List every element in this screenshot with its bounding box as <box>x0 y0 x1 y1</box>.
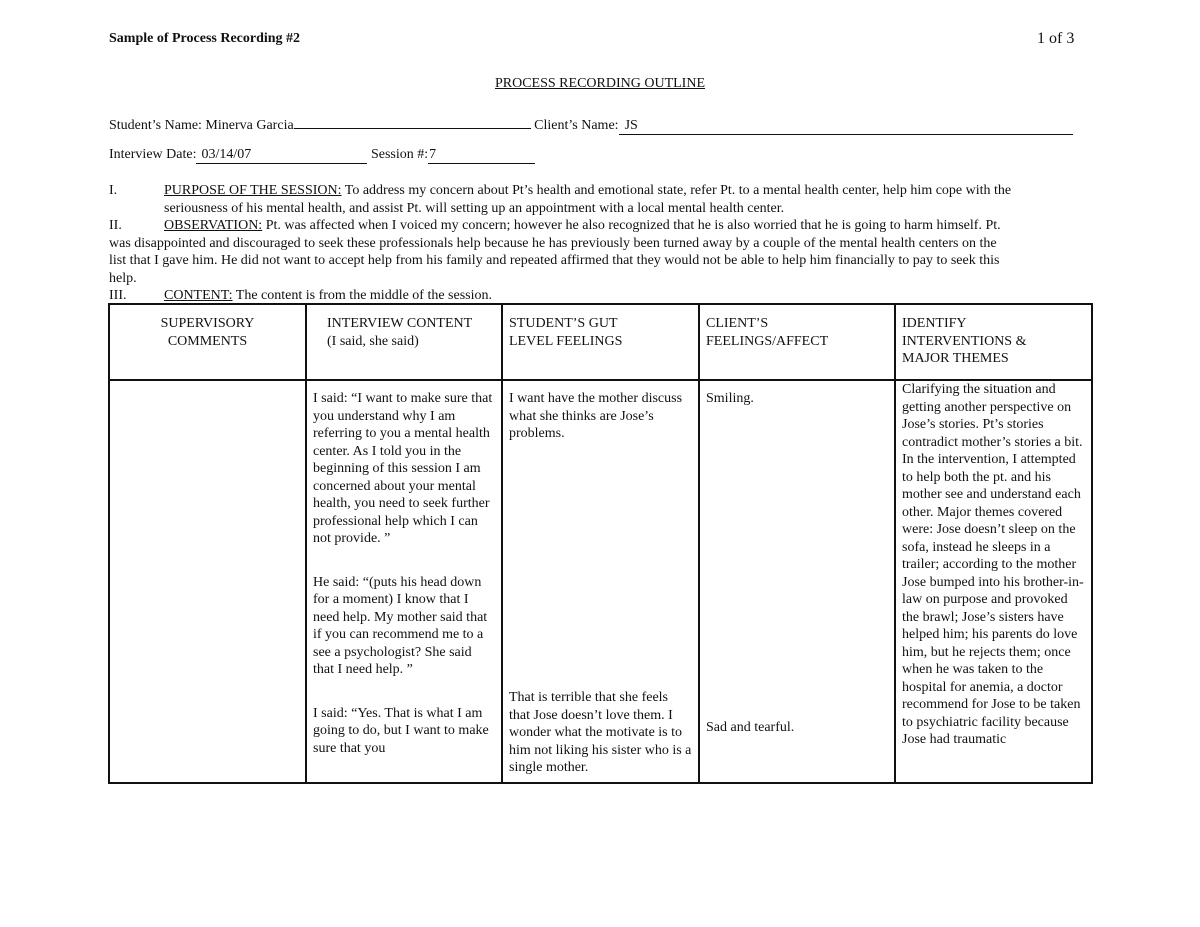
page-indicator: 1 of 3 <box>1037 30 1075 47</box>
table-row <box>109 380 1092 783</box>
purpose-text-line2: seriousness of his mental health, and assist Pt. will setting up an appointment with a local mental health center. <box>164 200 785 216</box>
header-supervisory-comments: SUPERVISORY COMMENTS <box>109 304 306 380</box>
student-client-line <box>109 112 1073 135</box>
outline-title: PROCESS RECORDING OUTLINE <box>494 76 705 91</box>
interview-date-value: 03/14/07 <box>201 147 252 162</box>
header-interview-content: INTERVIEW CONTENT (I said, she said) <box>306 304 502 380</box>
content-text: The content is from the middle of the session. <box>235 288 493 303</box>
client-feeling-entry: Smiling. <box>706 391 754 406</box>
process-recording-table <box>108 303 1093 784</box>
header-interventions-themes: IDENTIFY INTERVENTIONS & MAJOR THEMES <box>895 304 1092 380</box>
client-name-value: JS <box>624 118 638 133</box>
observation-text-line3: list that I gave him. He did not want to accept help from his family and repeated affirmed that they would not be able to help him financially to pay to seek this <box>109 253 1000 268</box>
interview-content-entry: I said: “I want to make sure that you understand why I am referring to you a mental health center. As I told you in the beginning of this session I am concerned about your mental health, you need to seek further professional help which I can not provide. ” <box>313 391 493 546</box>
observation-text-line4: help. <box>109 270 137 286</box>
header-client-feelings: CLIENT’S FEELINGS/AFFECT <box>699 304 895 380</box>
session-field <box>428 147 535 164</box>
interview-date-label: Interview Date: <box>109 147 197 162</box>
gut-feeling-entry: I want have the mother discuss what she thinks are Jose’s problems. <box>509 391 683 441</box>
student-name-label: Student’s Name: Minerva Garcia <box>109 118 294 133</box>
client-feeling-entry: Sad and tearful. <box>706 720 795 735</box>
gut-feeling-entry: That is terrible that she feels that Jose doesn’t love them. I wonder what the motivate is to him not liking his sister who is a single mother. <box>509 690 692 775</box>
purpose-text-line1: To address my concern about Pt’s health and emotional state, refer Pt. to a mental health center, help him cope with the <box>344 183 1012 198</box>
content-heading: CONTENT: <box>164 288 233 303</box>
interview-content-entry: I said: “Yes. That is what I am going to do, but I want to make sure that you <box>313 705 489 756</box>
purpose-section <box>109 182 1089 217</box>
observation-number: II. <box>109 218 122 233</box>
interview-content-entry: He said: “(puts his head down for a moment) I know that I need help. My mother said that if you can recommend me to a see a psychologist? She said that I need help. ” <box>313 574 488 677</box>
interventions-text: Clarifying the situation and getting another perspective on Jose’s stories. Pt’s stories contradict mother’s stories a bit. In the intervention, I attempted to help both the pt. and his mother see and understand each other. Major themes covered were: Jose doesn’t sleep on the sofa, instead he sleeps in a trailer; according to the mother Jose bumped into his brother-in-law on purpose and provoked the brawl; Jose’s sisters have helped him; his parents do love him, but he rejects them; once when he was taken to the hospital for anemia, a doctor recommend for Jose to be taken to psychiatric facility because Jose had traumatic <box>902 382 1084 747</box>
document-header-title: Sample of Process Recording #2 <box>109 31 301 46</box>
interview-content-cell <box>306 380 502 783</box>
supervisory-comments-cell <box>109 380 306 783</box>
client-name-label: Client’s Name: <box>534 118 619 133</box>
observation-text-line2: was disappointed and discouraged to seek these professionals help because he has previously been turned away by a couple of the mental health centers on the <box>109 235 997 251</box>
interview-session-line <box>109 147 535 164</box>
content-number: III. <box>109 288 127 303</box>
client-name-field <box>619 118 1073 135</box>
client-feelings-cell <box>699 380 895 783</box>
header-gut-level-feelings: STUDENT’S GUT LEVEL FEELINGS <box>502 304 699 380</box>
purpose-heading: PURPOSE OF THE SESSION: <box>164 183 342 198</box>
observation-section <box>109 217 1089 287</box>
interventions-cell <box>895 380 1092 783</box>
session-label: Session #: <box>370 147 429 162</box>
observation-text-line1: Pt. was affected when I voiced my concern; however he also recognized that he is also worried that he is going to harm himself. Pt. <box>265 218 1001 233</box>
gut-feelings-cell <box>502 380 699 783</box>
interview-date-field <box>196 147 367 164</box>
session-value: 7 <box>429 147 437 162</box>
table-header-row <box>109 304 1092 380</box>
purpose-number: I. <box>109 183 118 198</box>
observation-heading: OBSERVATION: <box>164 218 263 233</box>
student-name-underline <box>294 112 531 129</box>
content-section <box>109 287 1089 305</box>
